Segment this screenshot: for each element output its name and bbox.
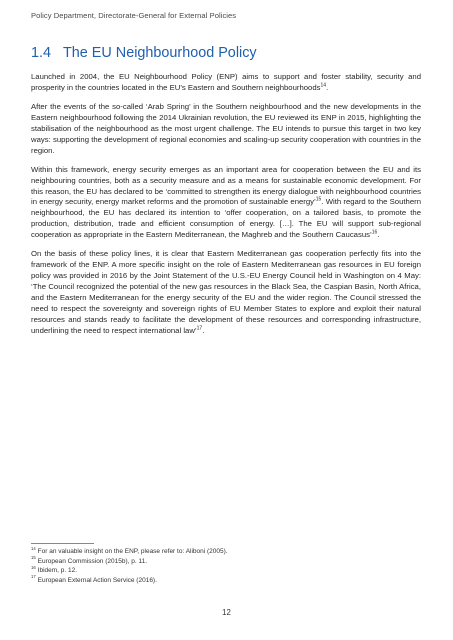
paragraph-3 <box>31 165 421 241</box>
footnote-reference[interactable]: 15 <box>315 196 322 203</box>
paragraph-1 <box>31 72 421 94</box>
running-header: Policy Department, Directorate-General for External Policies <box>31 11 237 20</box>
paragraph-text-tail: . <box>326 82 329 92</box>
section-title: The EU Neighbourhood Policy <box>63 45 257 61</box>
section-heading <box>31 45 257 61</box>
paragraph-text: Launched in 2004, the EU Neighbourhood Policy (ENP) aims to support and foster stability, security and prosperity in the countries located in the EU’s Eastern and Southern neighbourhoods <box>31 72 421 92</box>
footnote <box>31 557 421 567</box>
paragraph-2 <box>31 102 421 157</box>
footnotes <box>31 547 421 585</box>
footnote-reference[interactable]: 16 <box>371 229 378 236</box>
footnote-text: Ibidem, p. 12. <box>37 567 78 574</box>
footnote <box>31 576 421 586</box>
paragraph-text: After the events of the so-called ‘Arab Spring’ in the Southern neighbourhood and the new developments in the Eastern neighbourhood following the 2014 Ukrainian revolution, the EU reviewed its ENP in 2015, highlighting the stabilisation of the neighbourhood as the most urgent challenge. The EU intends to pursue this target in two key ways: supporting the development of regional economies and scaling-up security cooperation with countries in the region. <box>31 102 421 155</box>
footnote <box>31 566 421 576</box>
footnote-reference[interactable]: 14 <box>320 82 327 89</box>
footnote-reference[interactable]: 17 <box>196 325 203 332</box>
paragraph-text: Within this framework, energy security emerges as an important area for cooperation between the EU and its neighbouring countries, both as a security measure and as a means for sustainable economic development. For this reason, the EU has declared to be ‘committed to strengthen its energy dialogue with neighbourhood countries in energy security, energy market reforms and the promotion of sustainable energy’ <box>31 164 421 207</box>
paragraph-4 <box>31 249 421 336</box>
footnote-number: 16 <box>31 564 36 570</box>
body-text <box>31 72 421 345</box>
footnote <box>31 547 421 557</box>
footnote-number: 14 <box>31 545 36 551</box>
footnote-separator <box>31 543 94 544</box>
footnote-text: For an valuable insight on the ENP, please refer to: Aliboni (2005). <box>37 548 228 555</box>
paragraph-text: On the basis of these policy lines, it is clear that Eastern Mediterranean gas cooperation perfectly fits into the framework of the ENP. A more specific insight on the role of Eastern Mediterranean gas resources in EU foreign policy was provided in 2016 by the Joint Statement of the U.S.-EU Energy Council held in Washington on 4 May: ‘The Council recognized the potential of the new gas resources in the Black Sea, the Caspian Basin, North Africa, and the Eastern Mediterranean for the energy security of the EU and the wider region. The Council stressed the need to respect the sovereignty and sovereign rights of EU Member States to explore and exploit their natural resources and stands ready to facilitate the development of these resources and corresponding infrastructure, underlining the need to respect international law’ <box>31 249 421 335</box>
footnote-number: 17 <box>31 574 36 580</box>
paragraph-text-tail: . <box>377 230 380 240</box>
footnote-text: European Commission (2015b), p. 11. <box>37 557 148 565</box>
page-number: 12 <box>222 608 231 617</box>
section-number: 1.4 <box>31 45 52 61</box>
paragraph-text-tail: . With regard to the Southern neighbourhood, the EU has declared its intention to ‘offer cooperation, on a tailored basis, to promote the production, distribution, trade and efficient consumption of energy. […]. The EU will support sub-regional cooperation as appropriate in the Eastern Mediterranean, the Maghreb and the Southern Caucasus’ <box>31 197 421 240</box>
paragraph-text-tail: . <box>202 325 205 335</box>
footnote-text: European External Action Service (2016). <box>37 576 157 584</box>
footnote-number: 15 <box>31 555 36 561</box>
